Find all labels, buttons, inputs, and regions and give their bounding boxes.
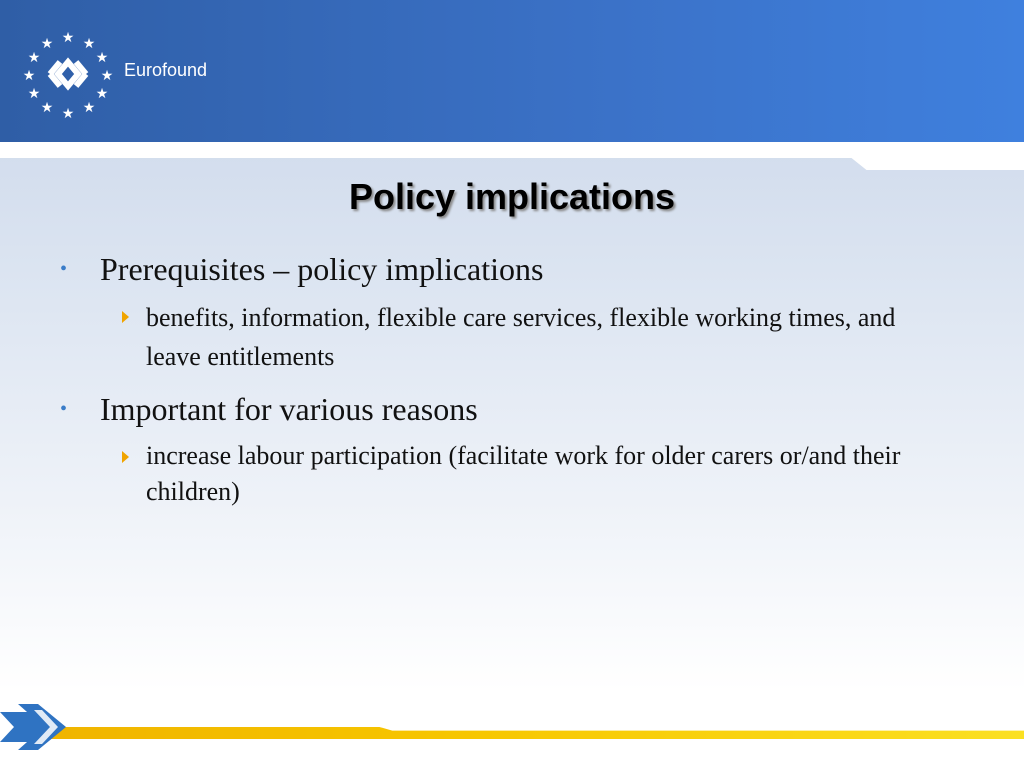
svg-text:★: ★ — [40, 36, 54, 52]
bullet-item — [60, 390, 940, 428]
triangle-bullet-icon — [122, 451, 129, 463]
svg-text:★: ★ — [40, 100, 54, 116]
sub-bullet-item — [60, 438, 940, 510]
svg-text:★: ★ — [22, 68, 36, 84]
svg-text:★: ★ — [82, 36, 96, 52]
header-divider — [0, 142, 1024, 158]
slide-body — [60, 250, 940, 524]
svg-text:★: ★ — [95, 50, 109, 66]
triangle-bullet-icon — [122, 311, 129, 323]
bullet-text: Important for various reasons — [100, 391, 478, 427]
bullet-item — [60, 250, 940, 288]
interlocked-diamonds-icon — [50, 62, 86, 86]
svg-text:★: ★ — [27, 86, 41, 102]
svg-text:★: ★ — [61, 106, 75, 120]
sub-bullet-text: benefits, information, flexible care services, flexible working times, and leave entitlements — [146, 303, 896, 371]
header-divider-tab — [849, 156, 1024, 170]
slide-title: Policy implications — [348, 176, 676, 217]
svg-text:★: ★ — [82, 100, 96, 116]
sub-bullet-text: increase labour participation (facilitate work for older carers or/and their children) — [146, 441, 901, 506]
svg-text:★: ★ — [61, 30, 75, 46]
svg-text:★: ★ — [95, 86, 109, 102]
svg-text:★: ★ — [27, 50, 41, 66]
bullet-dot-icon: • — [60, 258, 68, 280]
bullet-text: Prerequisites – policy implications — [100, 251, 544, 287]
sub-bullet-item — [60, 298, 940, 376]
footer-arrow-icon — [0, 704, 70, 750]
eu-stars-icon — [23, 30, 114, 120]
footer-stripe — [40, 727, 1024, 739]
eurofound-logo-icon — [22, 28, 114, 120]
bullet-dot-icon: • — [60, 398, 68, 420]
svg-text:★: ★ — [100, 68, 114, 84]
brand-name: Eurofound — [124, 60, 208, 80]
